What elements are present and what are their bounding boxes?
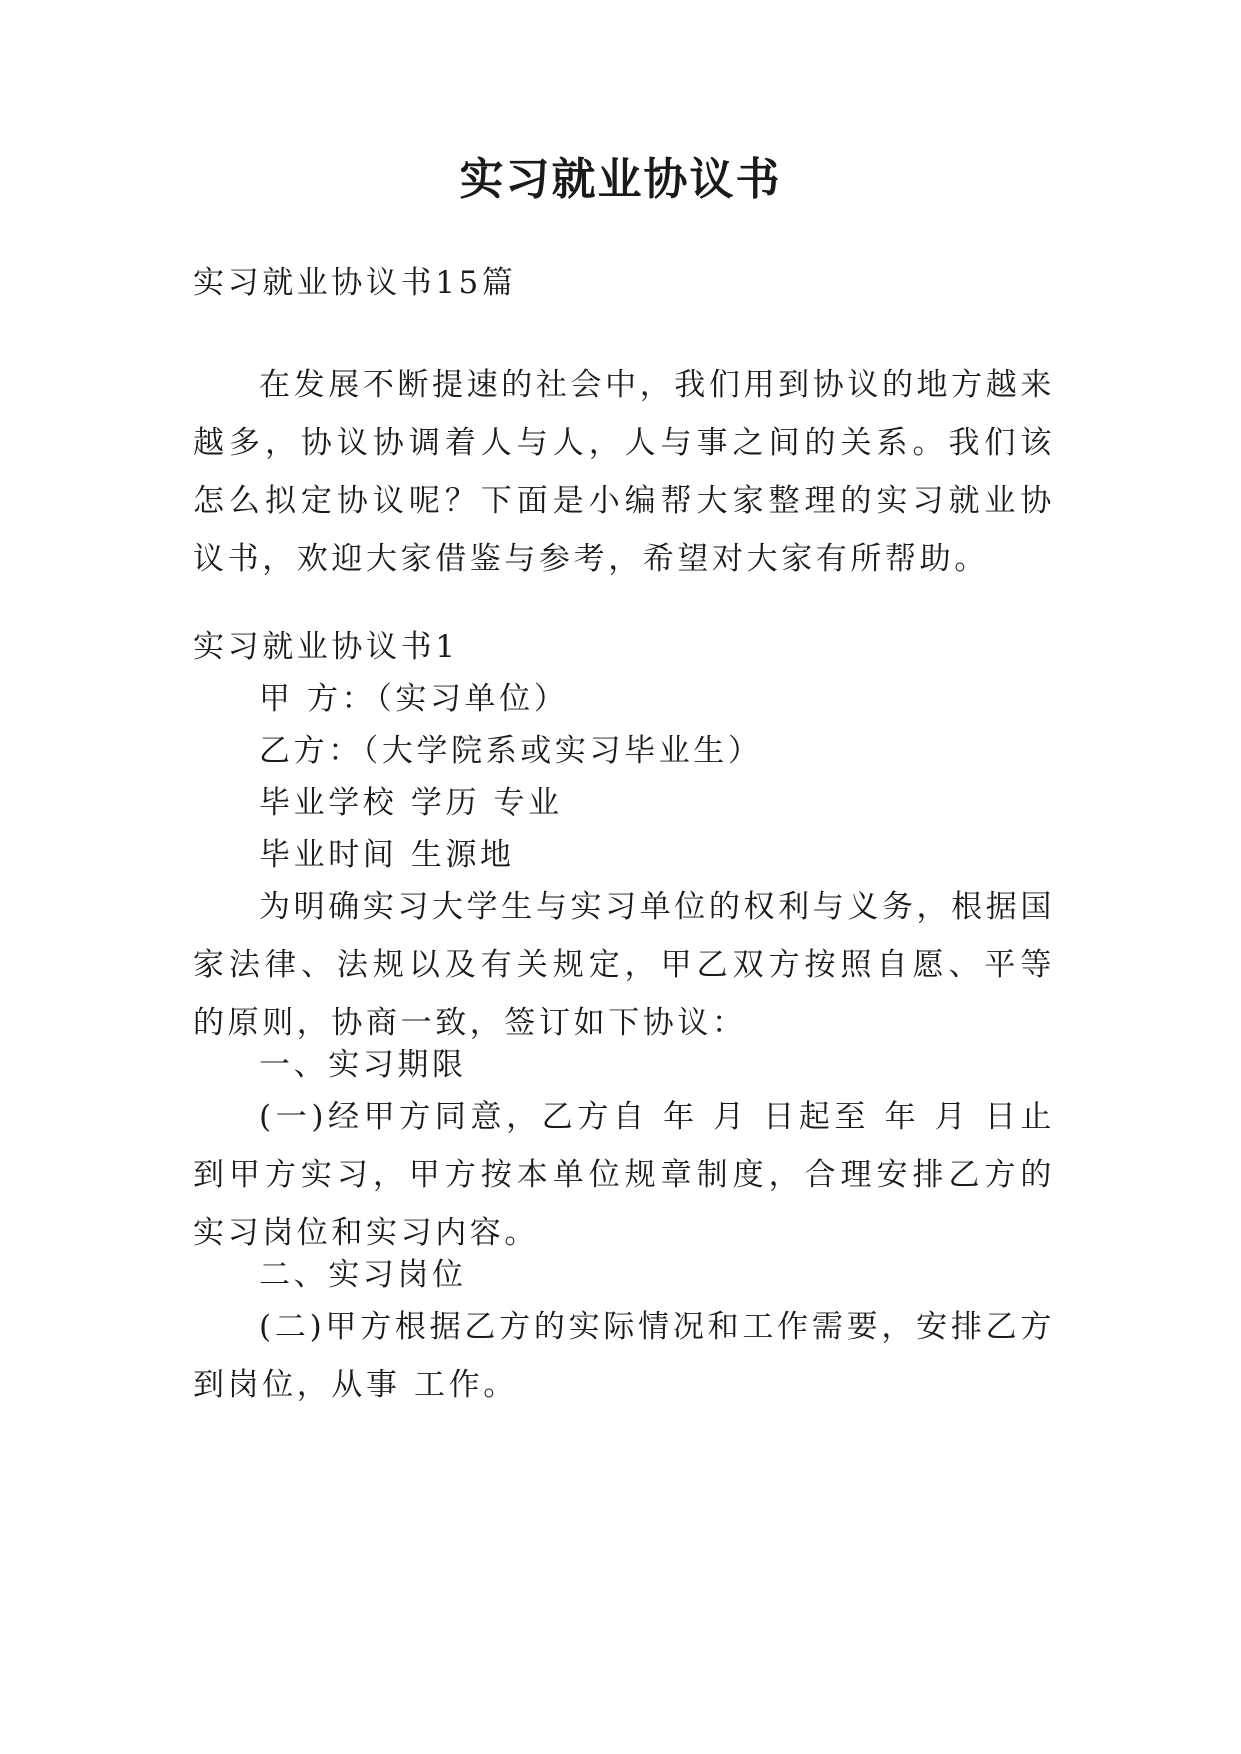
purpose-paragraph: 为明确实习大学生与实习单位的权利与义务，根据国家法律、法规以及有关规定，甲乙双方按照自愿、平等的原则，协商一致，签订如下协议： — [193, 889, 1055, 1041]
section-heading: 实习就业协议书1 — [193, 629, 459, 665]
intro-paragraph: 在发展不断提速的社会中，我们用到协议的地方越来越多，协议协调着人与人，人与事之间的关系。我们该怎么拟定协议呢？下面是小编帮大家整理的实习就业协议书，欢迎大家借鉴与参考，希望对大家有所帮助。 — [193, 367, 1055, 577]
document-subtitle: 实习就业协议书15篇 — [193, 265, 517, 301]
document-title: 实习就业协议书 — [459, 154, 782, 205]
clause-2-paragraph: (二)甲方根据乙方的实际情况和工作需要，安排乙方到岗位，从事 工作。 — [193, 1309, 1055, 1403]
clause-1-heading: 一、实习期限 — [259, 1047, 467, 1083]
graduation-info-line: 毕业时间 生源地 — [259, 837, 515, 873]
clause-1-paragraph: (一)经甲方同意，乙方自 年 月 日起至 年 月 日止到甲方实习，甲方按本单位规章制度，合理安排乙方的实习岗位和实习内容。 — [193, 1099, 1055, 1251]
clause-2-heading: 二、实习岗位 — [259, 1257, 467, 1293]
party-a-line: 甲 方：（实习单位） — [259, 681, 569, 717]
party-b-line: 乙方：（大学院系或实习毕业生） — [259, 733, 763, 769]
school-info-line: 毕业学校 学历 专业 — [259, 785, 563, 821]
